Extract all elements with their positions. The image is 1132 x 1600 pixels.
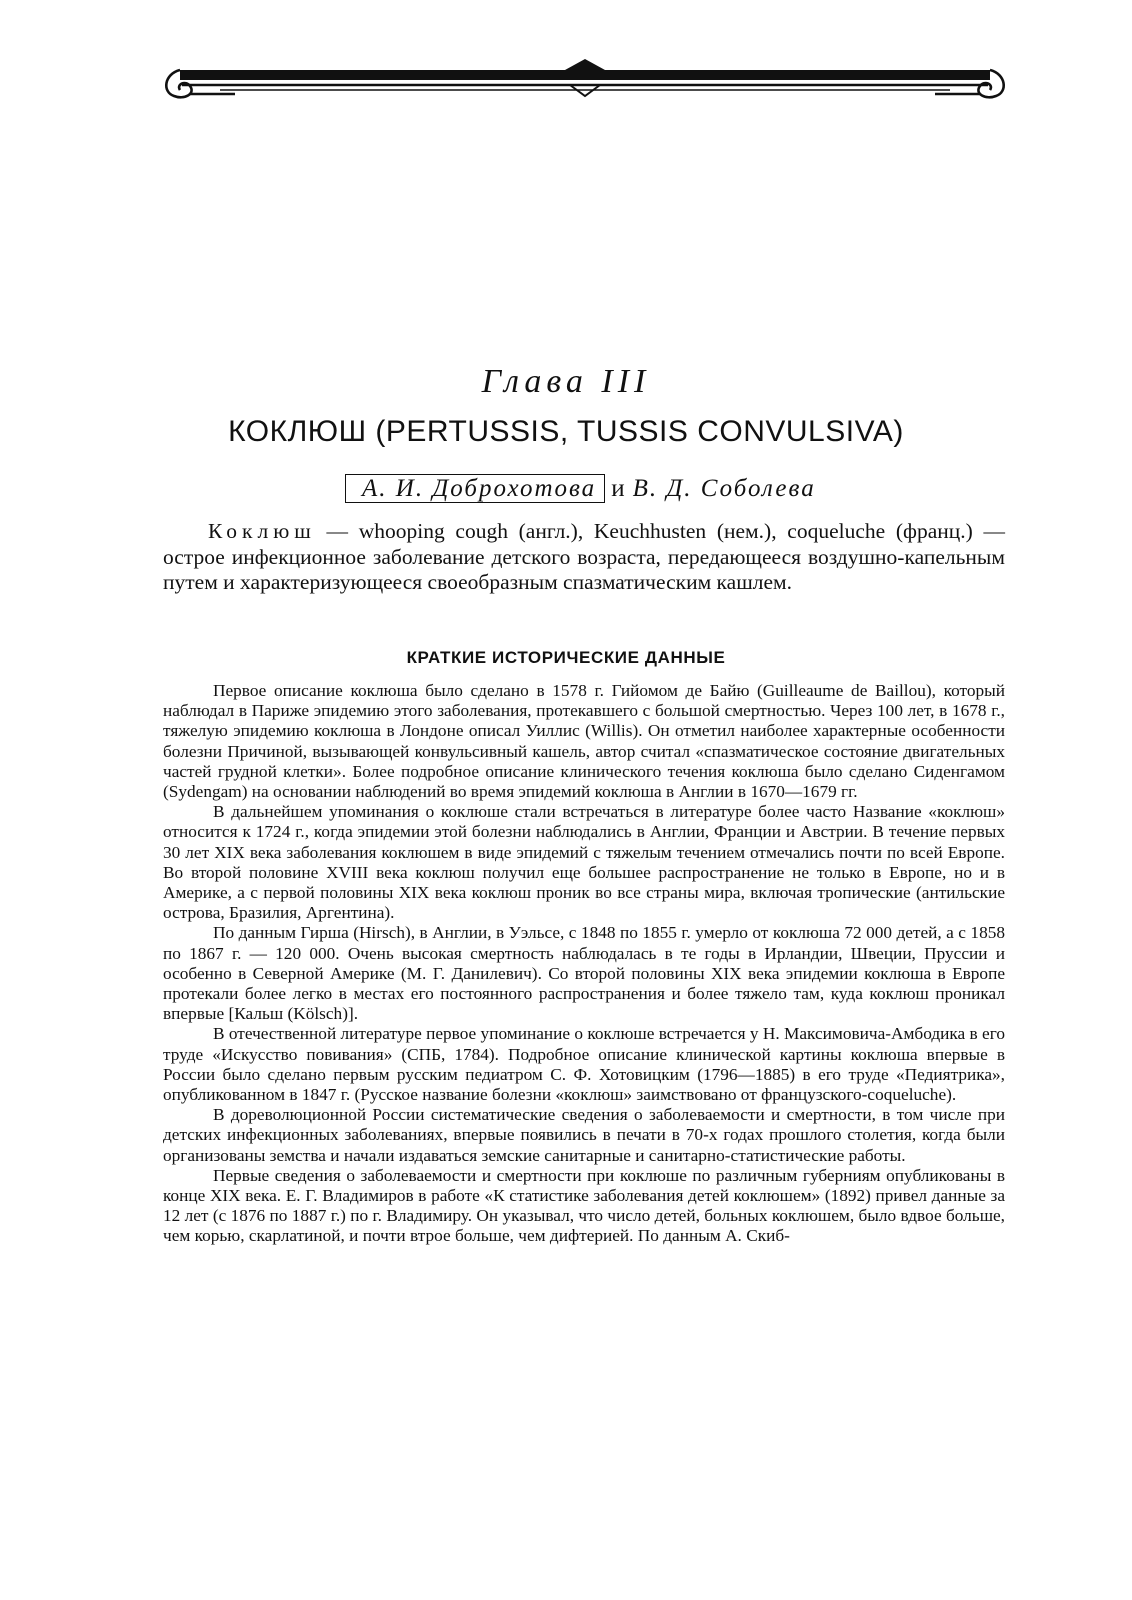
definition-text: — whooping cough (англ.), Keuchhusten (нем.), coqueluche (франц.) — острое инфекционное заболевание детского возраста, передающееся воздушно-капельным путем и характеризующееся своеобразным спазматическим кашлем. [163, 519, 1005, 595]
author-second: В. Д. Соболева [632, 475, 816, 502]
paragraph: Первое описание коклюша было сделано в 1578 г. Гийомом де Байю (Guilleaume de Baillou), который наблюдал в Париже эпидемию этого заболевания, протекавшего с большой смертностью. Через 100 лет, в 1678 г., тяжелую эпидемию коклюша в Лондоне описал Уиллис (Willis). Он отметил наиболее характерные особенности болезни Причиной, вызывающей конвульсивный кашель, автор считал «спазматическое состояние двигательных частей грудной клетки». Более подробное описание клинического течения коклюша было сделано Сиденгамом (Sydengam) на основании наблюдений во время эпидемий коклюша в Англии в 1670—1679 гг. [163, 681, 1005, 802]
author-deceased-box: А. И. Доброхотова [345, 474, 605, 503]
body-text [163, 681, 1005, 1247]
chapter-title: КОКЛЮШ (PERTUSSIS, TUSSIS CONVULSIVA) [228, 415, 904, 448]
paragraph: В отечественной литературе первое упоминание о коклюше встречается у Н. Максимовича-Амбодика в его труде «Искусство повивания» (СПБ, 1784). Подробное описание клинической картины коклюша впервые в России было сделано первым русским педиатром С. Ф. Хотовицким (1796—1885) в его труде «Педиятрика», опубликованном в 1847 г. (Русское название болезни «коклюш» заимствовано от французского-coqueluche). [163, 1024, 1005, 1105]
paragraph: В дальнейшем упоминания о коклюше стали встречаться в литературе более часто Название «коклюш» относится к 1724 г., когда эпидемии этой болезни наблюдались в Англии, Франции и Австрии. В течение первых 30 лет XIX века заболевания коклюшем в виде эпидемий с тяжелым течением отмечались почти по всей Европе. Во второй половине XVIII века коклюш получил еще большее распространение не только в Европе, но и в Америке, а с первой половины XIX века коклюш проник во все страны мира, включая тропические (антильские острова, Бразилия, Аргентина). [163, 802, 1005, 923]
paragraph: В дореволюционной России систематические сведения о заболеваемости и смертности, в том числе при детских инфекционных заболеваниях, впервые появились в печати в 70-х годах прошлого столетия, когда были организованы земства и начали издаваться земские санитарные и санитарно-статистические работы. [163, 1105, 1005, 1165]
defined-term: Коклюш [208, 519, 316, 543]
definition-paragraph [163, 519, 1005, 596]
chapter-label: Глава III [481, 363, 651, 400]
authors-line [345, 475, 816, 503]
paragraph: Первые сведения о заболеваемости и смертности при коклюше по различным губерниям опубликованы в конце XIX века. Е. Г. Владимиров в работе «К статистике заболевания детей коклюшем» (1892) привел данные за 12 лет (с 1876 по 1887 г.) по г. Владимиру. Он указывал, что число детей, больных коклюшем, было вдвое больше, чем корью, скарлатиной, и почти втрое больше, чем дифтерией. По данным А. Скиб- [163, 1165, 1005, 1246]
author-separator: и [611, 475, 627, 502]
section-heading: КРАТКИЕ ИСТОРИЧЕСКИЕ ДАННЫЕ [406, 648, 726, 667]
header-ornament [160, 58, 1010, 108]
paragraph: По данным Гирша (Hirsch), в Англии, в Уэльсе, с 1848 по 1855 г. умерло от коклюша 72 000 детей, а с 1858 по 1867 г. — 120 000. Очень высокая смертность наблюдалась в те годы в Ирландии, Швеции, Пруссии и особенно в Северной Америке (М. Г. Данилевич). Со второй половины XIX века эпидемии коклюша в Европе протекали более легко в местах его постоянного распространения и более тяжело там, куда коклюш проникал впервые [Кальш (Kölsch)]. [163, 923, 1005, 1024]
